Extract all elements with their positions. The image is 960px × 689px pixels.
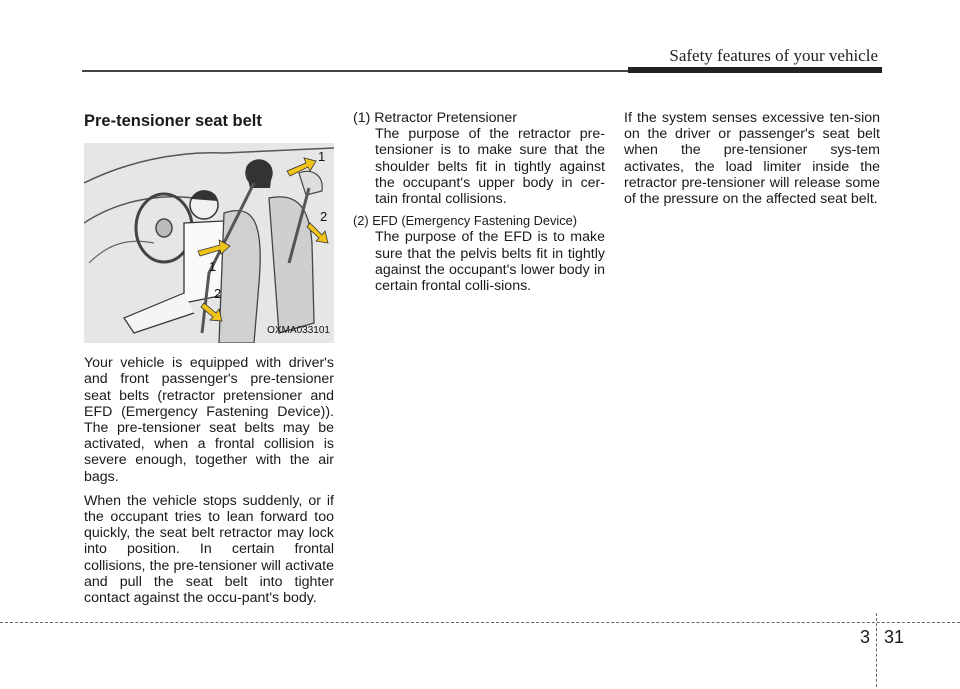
- page-number: 31: [884, 627, 905, 647]
- item-body: The purpose of the retractor pre-tensioner is to make sure that the shoulder belts fit in tightly against the occupant's upper body in cer-tain frontal collisions.: [375, 126, 605, 208]
- figure-label-3: 1: [209, 259, 217, 275]
- item-heading: (1) Retractor Pretensioner: [353, 110, 518, 126]
- header-title: Safety features of your vehicle: [669, 46, 878, 65]
- figure-label-1: 1: [318, 149, 326, 165]
- item-heading: (2) EFD (Emergency Fastening Device): [353, 213, 578, 229]
- figure-label-2: 2: [320, 209, 328, 225]
- column-left: [84, 110, 334, 614]
- footer-rule: [0, 622, 960, 623]
- column-right: [624, 110, 880, 215]
- item-body: The purpose of the EFD is to make sure that the pelvis belts fit in tightly against the occupant's lower body in certain frontal colli-sions.: [375, 229, 605, 295]
- figure-code: OXMA033101: [267, 325, 330, 336]
- figure-label-4: 2: [214, 286, 222, 302]
- page-number-divider: [876, 613, 877, 687]
- seatbelt-diagram: [84, 143, 334, 343]
- pretensioner-illustration: [84, 143, 334, 343]
- header-rule-accent: [628, 67, 882, 73]
- paragraph: Your vehicle is equipped with driver's and front passenger's pre-tensioner seat belts (retractor pretensioner and EFD (Emergency Fastening Device)). The pre-tensioner seat belts may be activated, when a frontal collision is severe enough, together with the air bags.: [84, 355, 334, 485]
- chapter-number: 3: [860, 627, 871, 647]
- paragraph: If the system senses excessive ten-sion on the driver or passenger's seat belt when the pre-tensioner sys-tem activates, the load limiter inside the retractor pre-tensioner will release some of the pressure on the affected seat belt.: [624, 110, 880, 208]
- paragraph: When the vehicle stops suddenly, or if the occupant tries to lean forward too quickly, the seat belt retractor may lock into position. In certain frontal collisions, the pre-tensioner will activate and pull the seat belt into tighter contact against the occu-pant's body.: [84, 492, 334, 607]
- column-middle: [353, 110, 605, 298]
- section-title: Pre-tensioner seat belt: [84, 112, 262, 130]
